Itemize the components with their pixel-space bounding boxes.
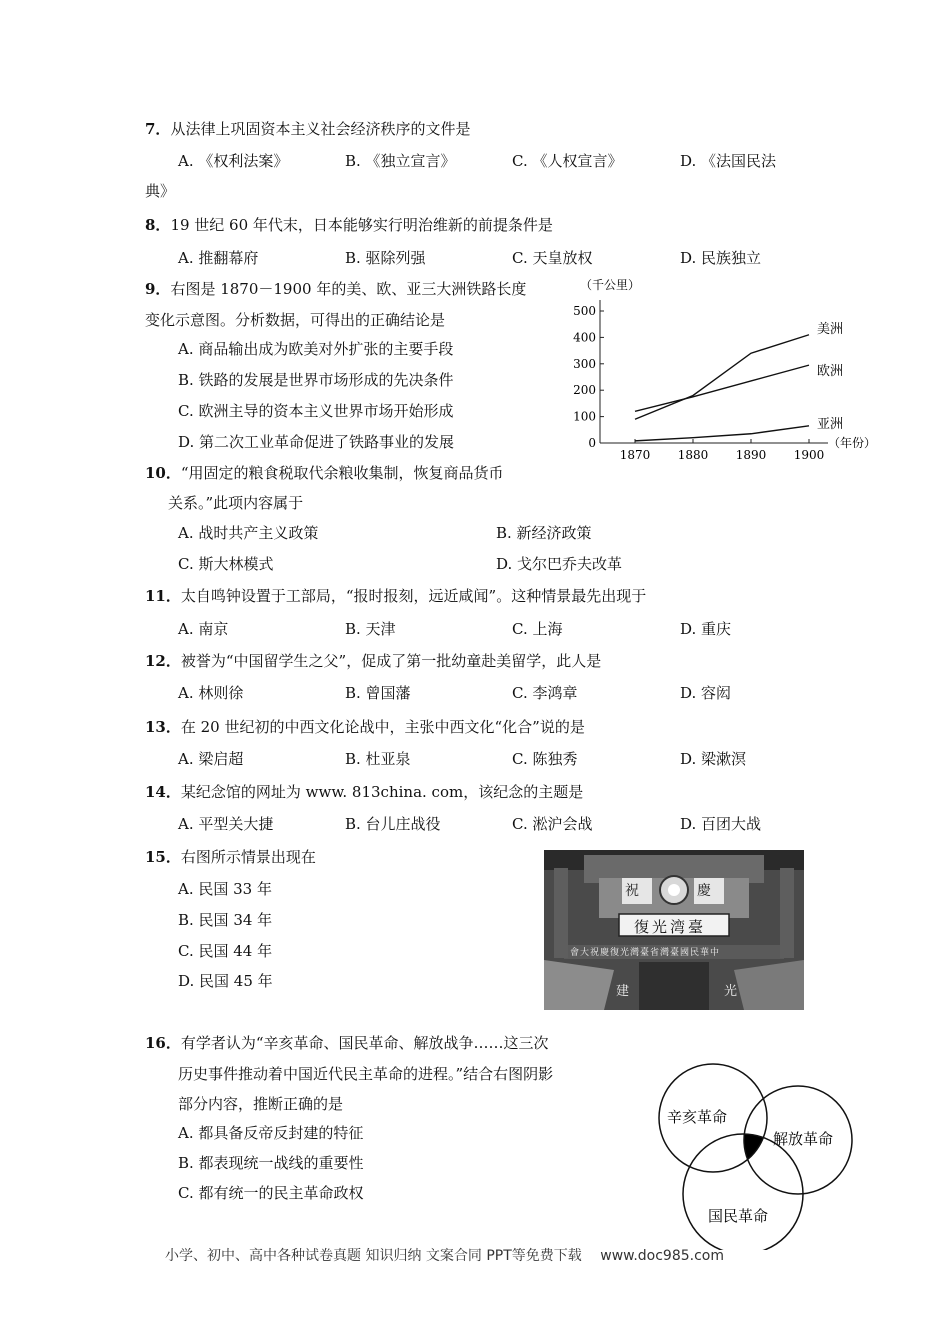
- photo-banner-text: 復光湾臺: [634, 918, 707, 936]
- photo-bottom-char-1: 建: [616, 984, 630, 999]
- q16-stem-text: 有学者认为“辛亥革命、国民革命、解放战争……这三次: [180, 1034, 549, 1052]
- q11-option-a: A. 南京: [178, 620, 229, 638]
- q10-option-c: C. 斯大林模式: [178, 555, 274, 573]
- footer-text: 小学、初中、高中各种试卷真题 知识归纳 文案合同 PPT等免费下载: [165, 1248, 582, 1264]
- q11-number: 11．: [145, 587, 181, 605]
- q7-option-d: D. 《法国民法: [680, 152, 777, 170]
- q9-option-d: D. 第二次工业革命促进了铁路事业的发展: [178, 433, 455, 451]
- q7-stem: [145, 118, 470, 139]
- q15-option-b: B. 民国 34 年: [178, 911, 273, 929]
- footer: [165, 1245, 724, 1265]
- photo-right-char: 慶: [697, 883, 711, 899]
- q14-number: 14．: [145, 783, 181, 801]
- series-label: 美洲: [817, 321, 844, 337]
- q15-option-a: A. 民国 33 年: [178, 880, 272, 898]
- x-tick-label: 1870: [619, 448, 651, 462]
- q8-option-c: C. 天皇放权: [512, 249, 593, 267]
- q9-option-a: A. 商品输出成为欧美对外扩张的主要手段: [178, 340, 454, 358]
- chart-xlabel: （年份）: [828, 436, 877, 450]
- q12-stem-text: 被誉为“中国留学生之父”，促成了第一批幼童赴美留学，此人是: [180, 652, 602, 670]
- q13-option-d: D. 梁漱溟: [680, 750, 747, 768]
- q10-stem-line2: 关系。”此项内容属于: [168, 494, 304, 512]
- q16-option-c: C. 都有统一的民主革命政权: [178, 1184, 364, 1202]
- q12-number: 12．: [145, 652, 181, 670]
- q16-stem-line1: [145, 1032, 549, 1053]
- venn-label-guomin: 国民革命: [708, 1207, 769, 1225]
- q9-number: 9．: [145, 280, 171, 298]
- venn-diagram: [645, 1060, 865, 1250]
- y-tick-label: 100: [573, 409, 596, 424]
- q16-stem-line3: 部分内容，推断正确的是: [178, 1095, 344, 1113]
- x-tick-label: 1880: [677, 448, 709, 462]
- q7-option-a: A. 《权利法案》: [178, 152, 289, 170]
- x-tick-label: 1900: [793, 448, 825, 462]
- q10-stem-text: “用固定的粮食税取代余粮收集制，恢复商品货币: [180, 464, 504, 482]
- railway-chart: [570, 275, 900, 465]
- series-label: 欧洲: [817, 364, 844, 380]
- q7-option-d-cont: 典》: [145, 182, 176, 200]
- chart-ylabel: （千公里）: [580, 278, 641, 292]
- venn-label-xinhai: 辛亥革命: [667, 1108, 728, 1126]
- q7-number: 7．: [145, 120, 171, 138]
- q11-stem: [145, 585, 646, 606]
- series-line-欧洲: [635, 365, 809, 411]
- q13-stem-text: 在 20 世纪初的中西文化论战中，主张中西文化“化合”说的是: [180, 718, 585, 736]
- series-line-美洲: [635, 335, 809, 419]
- x-tick-label: 1890: [735, 448, 767, 462]
- q12-option-c: C. 李鸿章: [512, 684, 578, 702]
- q8-option-b: B. 驱除列强: [345, 249, 426, 267]
- y-tick-label: 0: [588, 436, 596, 450]
- q16-option-a: A. 都具备反帝反封建的特征: [178, 1124, 364, 1142]
- q11-stem-text: 太自鸣钟设置于工部局，“报时报刻，远近咸闻”。这种情景最先出现于: [180, 587, 647, 605]
- y-tick-label: 200: [573, 383, 596, 398]
- photo-left-char: 祝: [625, 883, 639, 899]
- q9-option-c: C. 欧洲主导的资本主义世界市场开始形成: [178, 402, 454, 420]
- q14-option-c: C. 淞沪会战: [512, 815, 593, 833]
- q12-option-a: A. 林则徐: [178, 684, 244, 702]
- q10-number: 10．: [145, 464, 181, 482]
- y-tick-label: 400: [573, 330, 596, 345]
- q11-option-d: D. 重庆: [680, 620, 732, 638]
- y-tick-label: 300: [573, 356, 596, 371]
- q13-number: 13．: [145, 718, 181, 736]
- q15-stem-text: 右图所示情景出现在: [180, 848, 316, 866]
- q13-option-a: A. 梁启超: [178, 750, 244, 768]
- q11-option-b: B. 天津: [345, 620, 396, 638]
- footer-url[interactable]: www.doc985.com: [600, 1248, 724, 1264]
- q11-option-c: C. 上海: [512, 620, 563, 638]
- q7-option-c: C. 《人权宣言》: [512, 152, 623, 170]
- q9-stem-text: 右图是 1870－1900 年的美、欧、亚三大洲铁路长度: [170, 280, 527, 298]
- q9-stem-line1: [145, 278, 526, 299]
- q14-option-b: B. 台儿庄战役: [345, 815, 441, 833]
- q15-stem: [145, 846, 316, 867]
- photo-lower-text: 會大祝慶復光灣臺省灣臺國民華中: [570, 948, 721, 958]
- series-label: 亚洲: [817, 416, 844, 432]
- y-tick-label: 500: [573, 304, 596, 318]
- q16-stem-line2: 历史事件推动着中国近代民主革命的进程。”结合右图阴影: [178, 1065, 554, 1083]
- q15-number: 15．: [145, 848, 181, 866]
- q10-option-a: A. 战时共产主义政策: [178, 524, 319, 542]
- q9-option-b: B. 铁路的发展是世界市场形成的先决条件: [178, 371, 454, 389]
- q14-stem-text: 某纪念馆的网址为 www. 813china. com，该纪念的主题是: [180, 783, 584, 801]
- q8-stem: [145, 214, 553, 235]
- q8-number: 8．: [145, 216, 171, 234]
- series-line-亚洲: [635, 426, 809, 441]
- q8-option-a: A. 推翻幕府: [178, 249, 259, 267]
- q9-stem-line2: 变化示意图。分析数据，可得出的正确结论是: [145, 311, 446, 329]
- q12-option-d: D. 容闳: [680, 684, 732, 702]
- q10-option-d: D. 戈尔巴乔夫改革: [496, 555, 623, 573]
- q13-stem: [145, 716, 585, 737]
- q12-stem: [145, 650, 601, 671]
- q15-option-c: C. 民国 44 年: [178, 942, 273, 960]
- q8-option-d: D. 民族独立: [680, 249, 762, 267]
- q14-option-d: D. 百团大战: [680, 815, 762, 833]
- q13-option-c: C. 陈独秀: [512, 750, 578, 768]
- q14-stem: [145, 781, 583, 802]
- q15-option-d: D. 民国 45 年: [178, 972, 273, 990]
- q12-option-b: B. 曾国藩: [345, 684, 411, 702]
- q13-option-b: B. 杜亚泉: [345, 750, 411, 768]
- q7-option-b: B. 《独立宣言》: [345, 152, 456, 170]
- q10-option-b: B. 新经济政策: [496, 524, 592, 542]
- venn-label-jiefang: 解放革命: [773, 1130, 834, 1148]
- photo-bottom-char-2: 光: [724, 984, 738, 999]
- q10-stem-line1: [145, 462, 504, 483]
- historical-photo: [544, 850, 804, 1010]
- q16-number: 16．: [145, 1034, 181, 1052]
- q14-option-a: A. 平型关大捷: [178, 815, 274, 833]
- q8-stem-text: 19 世纪 60 年代末，日本能够实行明治维新的前提条件是: [170, 216, 553, 234]
- q7-stem-text: 从法律上巩固资本主义社会经济秩序的文件是: [170, 120, 471, 138]
- q16-option-b: B. 都表现统一战线的重要性: [178, 1154, 364, 1172]
